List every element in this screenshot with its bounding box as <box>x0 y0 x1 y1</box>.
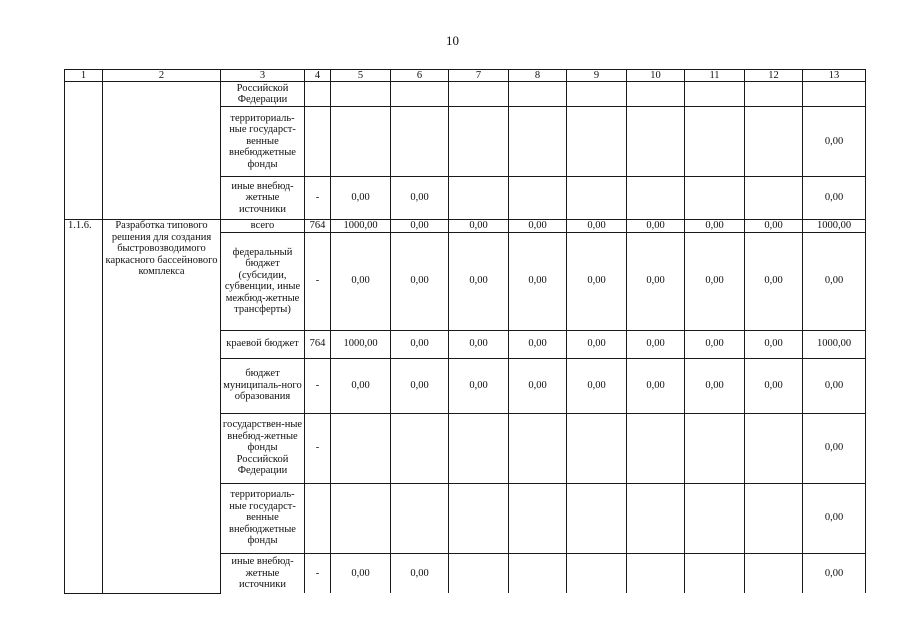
cell-col4 <box>305 107 331 177</box>
funding-source: иные внебюд-жетные источники <box>221 553 305 593</box>
cell-value: 1000,00 <box>803 330 866 358</box>
cell-value: 0,00 <box>391 177 449 220</box>
cell-value: 0,00 <box>391 330 449 358</box>
cell-value: 0,00 <box>391 553 449 593</box>
cell-value <box>331 483 391 553</box>
cell-value <box>567 177 627 220</box>
cell-col4: - <box>305 177 331 220</box>
cell-col4: - <box>305 553 331 593</box>
cell-value: 0,00 <box>627 330 685 358</box>
cell-value <box>685 82 745 107</box>
cell-value: 0,00 <box>567 330 627 358</box>
cell-value <box>567 553 627 593</box>
cell-col4: - <box>305 358 331 413</box>
cell-value: 1000,00 <box>331 220 391 233</box>
cell-value: 0,00 <box>745 330 803 358</box>
cell-value: 0,00 <box>567 220 627 233</box>
cell-value: 0,00 <box>331 177 391 220</box>
cell-value <box>685 553 745 593</box>
cell-value: 0,00 <box>331 232 391 330</box>
cell-value <box>449 82 509 107</box>
cell-value <box>745 177 803 220</box>
funding-source: Российской Федерации <box>221 82 305 107</box>
page-number: 10 <box>446 33 459 48</box>
cell-value: 0,00 <box>449 232 509 330</box>
cell-value <box>567 82 627 107</box>
column-number: 4 <box>305 70 331 82</box>
cell-value: 0,00 <box>627 232 685 330</box>
cell-value: 0,00 <box>685 358 745 413</box>
cell-value <box>449 413 509 483</box>
cell-value <box>627 82 685 107</box>
cell-value <box>567 107 627 177</box>
budget-table <box>64 69 866 594</box>
item-name-empty <box>103 82 221 220</box>
cell-value <box>745 553 803 593</box>
column-number: 1 <box>65 70 103 82</box>
table-row <box>65 82 866 107</box>
column-number: 3 <box>221 70 305 82</box>
cell-value <box>627 553 685 593</box>
cell-value <box>391 483 449 553</box>
cell-value: 0,00 <box>331 553 391 593</box>
column-number-row <box>65 70 866 82</box>
cell-value <box>745 107 803 177</box>
cell-value <box>685 107 745 177</box>
cell-value: 0,00 <box>627 358 685 413</box>
cell-col4: 764 <box>305 220 331 233</box>
funding-source: иные внебюд-жетные источники <box>221 177 305 220</box>
cell-value <box>627 107 685 177</box>
cell-col4: - <box>305 232 331 330</box>
cell-col4 <box>305 483 331 553</box>
cell-value <box>745 82 803 107</box>
funding-source: бюджет муниципаль-ного образования <box>221 358 305 413</box>
cell-value: 0,00 <box>685 220 745 233</box>
item-code: 1.1.6. <box>65 220 103 594</box>
cell-value <box>567 483 627 553</box>
item-code-empty <box>65 82 103 220</box>
cell-value: 0,00 <box>509 232 567 330</box>
funding-source: территориаль-ные государст-венные внебюджетные фонды <box>221 483 305 553</box>
cell-value <box>449 177 509 220</box>
cell-value: 0,00 <box>803 177 866 220</box>
cell-value <box>627 413 685 483</box>
cell-value: 0,00 <box>509 358 567 413</box>
cell-value <box>745 413 803 483</box>
cell-value: 0,00 <box>449 330 509 358</box>
column-number: 6 <box>391 70 449 82</box>
cell-value: 0,00 <box>803 107 866 177</box>
cell-value: 1000,00 <box>331 330 391 358</box>
cell-value <box>509 553 567 593</box>
cell-value <box>509 82 567 107</box>
cell-value: 0,00 <box>449 220 509 233</box>
cell-value: 0,00 <box>745 232 803 330</box>
cell-value <box>391 413 449 483</box>
cell-value <box>331 82 391 107</box>
funding-source: федеральный бюджет (субсидии, субвенции, иные межбюд-жетные трансферты) <box>221 232 305 330</box>
funding-source: всего <box>221 220 305 233</box>
cell-value <box>685 483 745 553</box>
column-number: 7 <box>449 70 509 82</box>
funding-source: территориаль-ные государст-венные внебюджетные фонды <box>221 107 305 177</box>
cell-value: 0,00 <box>685 330 745 358</box>
cell-value <box>449 553 509 593</box>
funding-source: краевой бюджет <box>221 330 305 358</box>
cell-value <box>627 483 685 553</box>
cell-value <box>685 413 745 483</box>
cell-value <box>627 177 685 220</box>
column-number: 12 <box>745 70 803 82</box>
cell-value: 0,00 <box>685 232 745 330</box>
cell-value <box>509 413 567 483</box>
cell-value <box>509 107 567 177</box>
cell-value: 0,00 <box>391 220 449 233</box>
cell-value: 0,00 <box>567 232 627 330</box>
cell-value: 0,00 <box>745 358 803 413</box>
cell-value: 0,00 <box>803 232 866 330</box>
cell-value: 0,00 <box>803 413 866 483</box>
cell-value <box>449 107 509 177</box>
funding-source: государствен-ные внебюд-жетные фонды Российской Федерации <box>221 413 305 483</box>
cell-value <box>567 413 627 483</box>
cell-value: 0,00 <box>449 358 509 413</box>
cell-value: 0,00 <box>391 232 449 330</box>
cell-value <box>449 483 509 553</box>
cell-value: 1000,00 <box>803 220 866 233</box>
table-row <box>65 220 866 233</box>
column-number: 9 <box>567 70 627 82</box>
cell-value <box>331 107 391 177</box>
cell-value: 0,00 <box>803 358 866 413</box>
column-number: 13 <box>803 70 866 82</box>
cell-value <box>331 413 391 483</box>
column-number: 5 <box>331 70 391 82</box>
cell-value: 0,00 <box>509 220 567 233</box>
cell-value <box>391 107 449 177</box>
cell-value <box>509 483 567 553</box>
cell-value: 0,00 <box>803 553 866 593</box>
cell-value <box>685 177 745 220</box>
cell-value: 0,00 <box>391 358 449 413</box>
item-name: Разработка типового решения для создания быстровозводимого каркасного бассейнового комплекса <box>103 220 221 594</box>
cell-col4: - <box>305 413 331 483</box>
cell-value: 0,00 <box>627 220 685 233</box>
column-number: 10 <box>627 70 685 82</box>
column-number: 11 <box>685 70 745 82</box>
cell-col4 <box>305 82 331 107</box>
cell-value <box>391 82 449 107</box>
cell-value: 0,00 <box>745 220 803 233</box>
column-number: 2 <box>103 70 221 82</box>
cell-value: 0,00 <box>331 358 391 413</box>
cell-value: 0,00 <box>803 483 866 553</box>
cell-value: 0,00 <box>509 330 567 358</box>
column-number: 8 <box>509 70 567 82</box>
cell-value: 0,00 <box>567 358 627 413</box>
cell-value <box>509 177 567 220</box>
cell-value <box>803 82 866 107</box>
cell-col4: 764 <box>305 330 331 358</box>
cell-value <box>745 483 803 553</box>
